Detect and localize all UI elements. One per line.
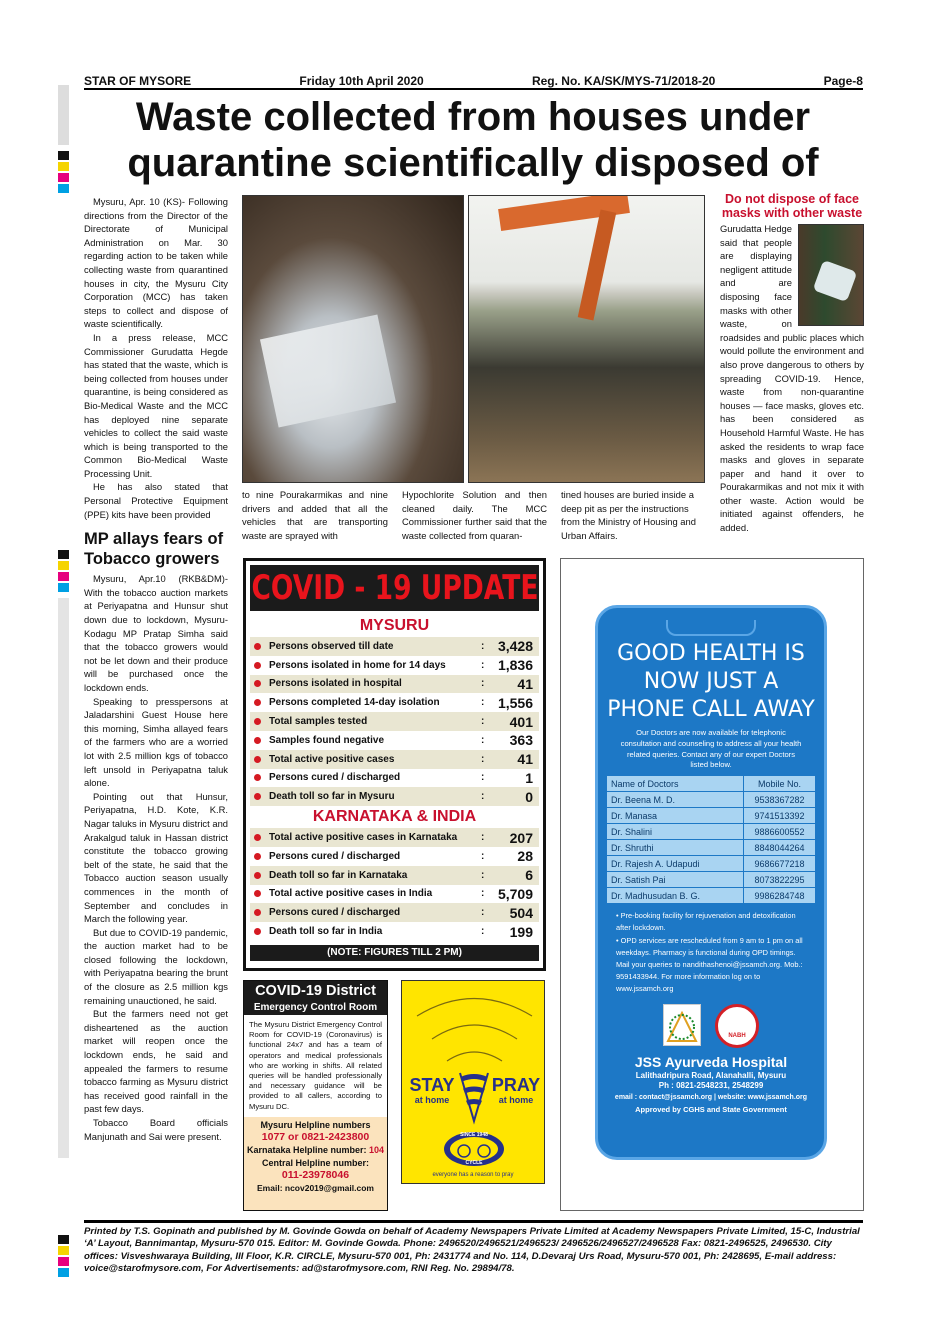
headline-line: quarantine scientifically disposed of — [127, 141, 819, 185]
doctor-row — [607, 888, 816, 904]
doctor-name: Dr. Shalini — [607, 824, 744, 840]
doctor-row — [607, 808, 816, 824]
stat-value: 1,836 — [497, 657, 533, 674]
side-article — [720, 192, 864, 535]
color-registration-bars — [58, 85, 69, 195]
bullet-icon — [254, 890, 261, 897]
lead-headline — [80, 94, 866, 186]
paper-name: STAR OF MYSORE — [84, 74, 192, 88]
headline-line: Waste collected from houses under — [135, 95, 811, 139]
ad-contact-note: Mail your queries to nandithashenoi@jssamch.org. Mob.: 9591433944. For more information log on to www.jssamch.org — [616, 960, 803, 994]
separator: : — [481, 926, 485, 938]
imprint-text: Printed by T.S. Gopinath and published by M. Govinde Gowda on behalf of Academy Newspapers Private Limited at Academy Newspapers Private Limited, 15-C, Industrial ‘A’ Layout, Bannimantap, Mysuru-570 015. Editor: M. Govinde Gowda. Phone: 2496520/2496521/2496523/ 2496526/2496527/2496528 Fax: 0821-2496525, 2496530. City offices: Visveshwaraya Building, III Floor, K.R. CIRCLE, Mysuru-570 001, Ph: 2431774 and No. 114, D.Devaraj Urs Road, Mysuru-570 001, Ph: 2428695, E-mail address: voice@starofmysore.com, For Advertisements: ad@starofmysore.com, RNI Reg. No. 29894/78. — [84, 1226, 860, 1275]
bullet-icon — [254, 872, 261, 879]
stat-label: Total active positive cases in Karnataka — [269, 832, 458, 844]
stat-label: Persons observed till date — [269, 640, 394, 652]
helpline-label: Karnataka Helpline number: — [246, 1145, 367, 1156]
stat-row — [250, 637, 539, 656]
stat-value: 199 — [509, 923, 533, 940]
bullet-icon — [254, 774, 261, 781]
stat-label: Death toll so far in India — [269, 926, 383, 938]
stat-value: 207 — [509, 829, 533, 846]
cycle-badge-text: SINCE 1948 — [460, 1132, 488, 1138]
stat-label: Total active positive cases in India — [269, 888, 433, 900]
stat-value: 3,428 — [497, 638, 533, 655]
ad-bullet: • Pre-booking facility for rejuvenation and detoxification after lockdown. — [616, 911, 796, 933]
stat-label: Death toll so far in Karnataka — [269, 869, 408, 881]
separator: : — [481, 697, 485, 709]
doctor-mobile: 8848044264 — [744, 840, 816, 856]
lead-article-column: to nine Pourakarmikas and nine drivers and added that all the vehicles that are transporting waste are sprayed with — [242, 489, 388, 541]
doctor-mobile: 8073822295 — [744, 872, 816, 888]
separator: : — [481, 888, 485, 900]
bullet-icon — [254, 680, 261, 687]
stat-value: 41 — [517, 675, 533, 692]
stat-value: 6 — [525, 867, 533, 884]
column-header: Name of Doctors — [607, 776, 744, 792]
registration-number: Reg. No. KA/SK/MYS-71/2018-20 — [531, 74, 716, 88]
paragraph: Pointing out that Hunsur, Periyapatna, H.D. Kote, K.R. Nagar taluks in Mysuru district and Arakalgud taluk in Hassan district constitute the tobacco growing belt of the state, he said that the Tobacco auction season usually commences in the month of September and concludes in March the following year. — [84, 790, 228, 925]
hospital-phone: Ph : 0821-2548231, 2548299 — [658, 1081, 764, 1091]
stat-label: Total active positive cases — [269, 753, 395, 765]
covid-update-box — [243, 558, 546, 971]
stat-value: 0 — [525, 788, 533, 805]
hospital-approval: Approved by CGHS and State Government — [635, 1104, 787, 1114]
helpline-number: 104 — [369, 1145, 385, 1156]
stat-label: Persons isolated in home for 14 days — [269, 659, 446, 671]
lead-article-column: tined houses are buried inside a deep pit as per the instructions from the Ministry of Housing and Urban Affairs. — [561, 489, 696, 541]
box-subtitle: Emergency Control Room — [253, 1002, 378, 1013]
helpline-number: 011-23978046 — [281, 1169, 350, 1182]
doctor-mobile: 9538367282 — [744, 792, 816, 808]
karnataka-india-stats — [250, 828, 539, 941]
jss-hospital-ad — [595, 605, 827, 1160]
imprint-footer — [84, 1220, 863, 1276]
bullet-icon — [254, 756, 261, 763]
doctor-row — [607, 840, 816, 856]
figures-note: (NOTE: FIGURES TILL 2 PM) — [250, 945, 539, 961]
helpline-email: Email: ncov2019@gmail.com — [257, 1182, 374, 1193]
doctor-mobile: 9686677218 — [744, 856, 816, 872]
separator: : — [481, 850, 485, 862]
stat-value: 1 — [525, 769, 533, 786]
stat-value: 363 — [509, 732, 533, 749]
doctors-table — [606, 775, 816, 904]
stay-pray-ad — [401, 980, 545, 1184]
stat-row — [250, 693, 539, 712]
doctor-row — [607, 792, 816, 808]
paragraph: Gurudatta Hedge said that people are displaying negligent attitude and are disposing face masks with other waste, on roadsides and public places which would pollute the environment and also prove dangerous to others by spreading COVID-19. Hence, waste from non-quarantine houses — face masks, gloves etc. has been considered as Household Harmful Waste. He has asked the residents to wrap face masks and gloves in separate paper and hand it over to Pourakarmikas and not mix it with other waste. Action would be initiated against offenders, he added. — [720, 223, 864, 534]
paragraph: In a press release, MCC Commissioner Gurudatta Hegde has stated that the waste, which is being collected from houses under quarantine, is being considered as Bio-Medical Waste and the MCC has deployed nine separate vehicles to collect the said waste which is being transported to the Common Bio-Medical Waste Processing Unit. — [84, 331, 228, 479]
doctor-row — [607, 824, 816, 840]
stat-label: Samples found negative — [269, 734, 385, 746]
masthead — [84, 74, 863, 90]
stat-row — [250, 922, 539, 941]
face-mask-photo — [798, 224, 864, 326]
separator: : — [481, 734, 485, 746]
stay-sub: at home — [414, 1095, 450, 1105]
doctor-name: Dr. Manasa — [607, 808, 744, 824]
stat-row — [250, 675, 539, 694]
helpline-label: Central Helpline number: — [261, 1157, 369, 1168]
covid-title: COVID - 19 UPDATE — [251, 568, 538, 608]
stat-label: Persons completed 14-day isolation — [269, 697, 440, 709]
doctor-mobile: 9741513392 — [744, 808, 816, 824]
doctor-name: Dr. Shruthi — [607, 840, 744, 856]
section-label: KARNATAKA & INDIA — [312, 808, 477, 826]
ad-tagline: everyone has a reason to pray — [432, 1172, 514, 1178]
separator: : — [481, 716, 485, 728]
ayurveda-college-logo — [663, 1004, 701, 1046]
pray-text: PRAY — [491, 1075, 541, 1095]
separator: : — [481, 753, 485, 765]
cycle-badge-text: CYCLE — [465, 1160, 483, 1166]
stat-value: 401 — [509, 713, 533, 730]
separator: : — [481, 678, 485, 690]
issue-date: Friday 10th April 2020 — [299, 74, 424, 88]
stat-row — [250, 903, 539, 922]
bullet-icon — [254, 699, 261, 706]
stat-value: 5,709 — [497, 885, 533, 902]
paragraph: Mysuru, Apr. 10 (KS)- Following directions from the Director of the Directorate of Municipal Administration on Mar. 30 regarding action to be taken while collecting waste from quarantined houses in city, the Mysuru City Corporation (MCC) has taken steps to collect and dispose of waste scientifically. — [84, 196, 228, 330]
hospital-web: email : contact@jssamch.org | website: www.jssamch.org — [614, 1093, 808, 1101]
separator: : — [481, 832, 485, 844]
ad-headline: NOW JUST A — [643, 669, 779, 694]
separator: : — [481, 791, 485, 803]
stat-label: Persons cured / discharged — [269, 772, 401, 784]
separator: : — [481, 869, 485, 881]
doctor-row — [607, 872, 816, 888]
doctor-name: Dr. Rajesh A. Udapudi — [607, 856, 744, 872]
excavator-photo — [468, 195, 705, 483]
doctor-mobile: 9886600552 — [744, 824, 816, 840]
district-control-room-box — [243, 980, 388, 1211]
ad-bullet: • OPD services are rescheduled from 9 am to 1 pm on all weekdays. Pharmacy is functional during OPD timings. — [616, 935, 803, 957]
separator: : — [481, 640, 485, 652]
tobacco-headline: MP allays fears of Tobacco growers — [84, 530, 224, 569]
box-title: COVID-19 District — [255, 983, 376, 999]
stat-value: 28 — [517, 848, 533, 865]
paragraph: Speaking to presspersons at Jaladarshini Guest House here this morning, Simha allayed fears of the farmers who are a worried lot with 2.5 million kgs of tobacco left unsold in Periyapatna taluk alone. — [84, 695, 228, 789]
waste-pit-photo — [242, 195, 464, 483]
left-column — [84, 195, 228, 1143]
stat-row — [250, 712, 539, 731]
paragraph: But the farmers need not get disheartened as the auction market will reopen once the lockdown ends, he said and appealed the farmers to resume tobacco farming as Mysuru district has received good rainfall in the past few days. — [84, 1008, 228, 1115]
pray-sub: at home — [498, 1095, 534, 1105]
separator: : — [481, 659, 485, 671]
stat-row — [250, 866, 539, 885]
phone-notch-icon — [666, 620, 756, 636]
hospital-address: Lalithadripura Road, Alanahalli, Mysuru — [635, 1070, 787, 1080]
bullet-icon — [254, 718, 261, 725]
ad-headline: PHONE CALL AWAY — [607, 697, 815, 722]
stat-row — [250, 750, 539, 769]
paragraph: But due to COVID-19 pandemic, the auction market had to be closed following the lockdown, with Periyapatna bearing the brunt of the closure as 2.5 million kgs remaining unauctioned, he said. — [84, 926, 228, 1006]
ad-intro: Our Doctors are now available for telephonic consultation and counseling to address all your health related queries. Contact any of our expert Doctors listed below. — [620, 728, 802, 770]
bullet-icon — [254, 853, 261, 860]
doctor-row — [607, 856, 816, 872]
stat-value: 1,556 — [497, 694, 533, 711]
stat-row — [250, 885, 539, 904]
ad-headline: GOOD HEALTH IS — [617, 641, 805, 666]
separator: : — [481, 772, 485, 784]
bullet-icon — [254, 793, 261, 800]
bullet-icon — [254, 662, 261, 669]
stat-value: 41 — [517, 751, 533, 768]
stat-row — [250, 731, 539, 750]
section-label: MYSURU — [359, 617, 430, 634]
color-registration-bars — [58, 550, 69, 1158]
stat-label: Persons cured / discharged — [269, 850, 401, 862]
box-body: The Mysuru District Emergency Control Room for COVID-19 (Coronavirus) is functional 24x7 and has a team of operators and medical professionals who are working in shifts. All related queries will be handled professionally and necessary guidance will be provided to all callers, according to Mysuru DC. — [244, 1015, 387, 1117]
stat-row — [250, 656, 539, 675]
stat-label: Persons cured / discharged — [269, 907, 401, 919]
page-number: Page-8 — [823, 74, 863, 88]
mysuru-stats — [250, 637, 539, 806]
doctor-name: Dr. Satish Pai — [607, 872, 744, 888]
stay-text: STAY — [409, 1075, 455, 1095]
stat-row — [250, 847, 539, 866]
stat-label: Persons isolated in hospital — [269, 678, 402, 690]
stat-row — [250, 769, 539, 788]
column-header: Mobile No. — [744, 776, 816, 792]
stat-label: Total samples tested — [269, 716, 368, 728]
separator: : — [481, 907, 485, 919]
stat-label: Death toll so far in Mysuru — [269, 791, 395, 803]
nabh-logo: NABH — [715, 1004, 759, 1048]
stat-row — [250, 787, 539, 806]
paragraph: Mysuru, Apr.10 (RKB&DM)- With the tobacco auction markets at Periyapatna and Hunsur shut down due to lockdown, Mysuru-Kodagu MP Pratap Simha said that the tobacco growers would not be let down and their produce will be purchased once the lockdown ends. — [84, 573, 228, 693]
side-headline: Do not dispose of face masks with other waste — [721, 192, 863, 220]
bullet-icon — [254, 834, 261, 841]
bullet-icon — [254, 909, 261, 916]
hospital-name: JSS Ayurveda Hospital — [634, 1053, 788, 1070]
paragraph: Tobacco Board officials Manjunath and Sai were present. — [84, 1117, 228, 1142]
doctor-name: Dr. Madhusudan B. G. — [607, 888, 744, 904]
bullet-icon — [254, 737, 261, 744]
bullet-icon — [254, 928, 261, 935]
stat-value: 504 — [509, 904, 533, 921]
paragraph: He has also stated that Personal Protective Equipment (PPE) kits have been provided — [84, 481, 228, 520]
lead-article-column: Hypochlorite Solution and then cleaned daily. The MCC Commissioner further said that the waste collected from quaran- — [402, 489, 547, 541]
stat-row — [250, 828, 539, 847]
bullet-icon — [254, 643, 261, 650]
helpline-number: 1077 or 0821-2423800 — [261, 1131, 370, 1144]
doctor-name: Dr. Beena M. D. — [607, 792, 744, 808]
helpline-label: Mysuru Helpline numbers — [260, 1119, 371, 1130]
doctor-mobile: 9986284748 — [744, 888, 816, 904]
color-registration-bars — [58, 1235, 69, 1279]
